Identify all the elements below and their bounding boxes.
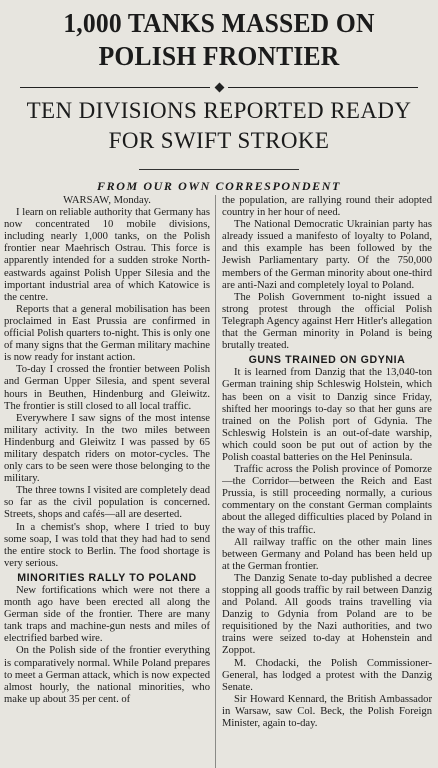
paragraph: Traffic across the Polish province of Pomorze—the Corridor—between the Reich and East Prussia, is still proceeding normally, a curious commentary on the constant German complaints about the alleged difficulties placed by Poland in the way of this traffic. (222, 464, 432, 536)
paragraph: The three towns I visited are completely dead so far as the civil population is concerned. Streets, shops and cafés—all are deserted. (4, 485, 210, 521)
headline: 1,000 TANKS MASSED ON POLISH FRONTIER (63, 7, 375, 71)
ornamental-rule (20, 84, 418, 92)
paragraph: The Danzig Senate to-day published a decree stopping all goods traffic by rail between Danzig and Poland. All goods trains travelling via Danzig to Gdynia from Poland are to be requisitioned by the Nazi authorities, and two trains were seized to-day at Hohenstein and Zoppot. (222, 572, 432, 657)
section-heading: GUNS TRAINED ON GDYNIA (248, 354, 406, 367)
section-heading: MINORITIES RALLY TO POLAND (17, 571, 197, 584)
paragraph: It is learned from Danzig that the 13,040-ton German training ship Schleswig Holstein, which has been on a visit to Danzig since Friday, shifted her moorings to-day so that her guns are trained on the Polish port of Gdynia. The Schleswig Holstein is an out-of-date warship, which could soon be put out of action by the Polish coastal batteries on the Hel Peninsula. (222, 367, 432, 463)
paragraph: New fortifications which were not there a month ago have been erected all along the German side of the frontier. There are many tank traps and machine-gun nests and miles of electrified barbed wire. (4, 585, 210, 645)
paragraph: In a chemist's shop, where I tried to buy some soap, I was told that they had had to send the entire stock to Berlin. The food shortage is very serious. (4, 521, 210, 569)
paragraph: To-day I crossed the frontier between Polish and German Upper Silesia, and spent several hours in Beuthen, Hindenburg and Gleiwitz. The frontier is still closed to all local traffic. (4, 364, 210, 412)
subheadline: TEN DIVISIONS REPORTED READY FOR SWIFT STROKE (26, 98, 412, 153)
divider (139, 169, 299, 170)
paragraph: Everywhere I saw signs of the most intense military activity. In the two miles between Hindenburg and Gleiwitz I was passed by 65 military despatch riders on motor-cycles. The only cars to be seen were those belonging to the military. (4, 412, 210, 485)
paragraph: On the Polish side of the frontier everything is comparatively normal. While Poland prepares to meet a German attack, which is now expected almost hourly, the national minorities, who make up about 35 per cent. of (4, 645, 210, 705)
paragraph: I learn on reliable authority that Germany has now concentrated 10 mobile divisions, including nearly 1,000 tanks, on the Polish frontier near Maehrisch Ostrau. This force is apparently intended for a sudden stroke North-eastwards against Polish Upper Silesia and the important industrial area of which Katowice is the centre. (4, 207, 210, 303)
paragraph: the population, are rallying round their adopted country in her hour of need. (222, 195, 432, 219)
column-divider (215, 195, 216, 768)
right-column (222, 195, 432, 768)
paragraph: M. Chodacki, the Polish Commissioner-General, has lodged a protest with the Danzig Senate. (222, 657, 432, 693)
paragraph: Reports that a general mobilisation has been proclaimed in East Prussia are confirmed in official Polish quarters to-night. This is only one of many signs that the German military machine is now ready for instant action. (4, 303, 210, 364)
paragraph: The National Democratic Ukrainian party has already issued a manifesto of loyalty to Poland, and this example has been followed by the Jewish Parliamentary party. Of the 750,000 members of the German minority about one-third are anti-Nazi and completely loyal to Poland. (222, 219, 432, 291)
paragraph: Sir Howard Kennard, the British Ambassador in Warsaw, saw Col. Beck, the Polish Foreign Minister, again to-day. (222, 693, 432, 730)
byline: FROM OUR OWN CORRESPONDENT (97, 179, 341, 193)
paragraph: The Polish Government to-night issued a strong protest through the official Polish Telegraph Agency against Herr Hitler's allegation that the German minority in Poland is being brutally treated. (222, 291, 432, 352)
left-column (4, 195, 210, 768)
paragraph: All railway traffic on the other main lines between Germany and Poland has been held up at the German frontier. (222, 536, 432, 572)
diamond-ornament-icon (215, 83, 225, 93)
dateline: WARSAW, Monday. (63, 195, 151, 206)
